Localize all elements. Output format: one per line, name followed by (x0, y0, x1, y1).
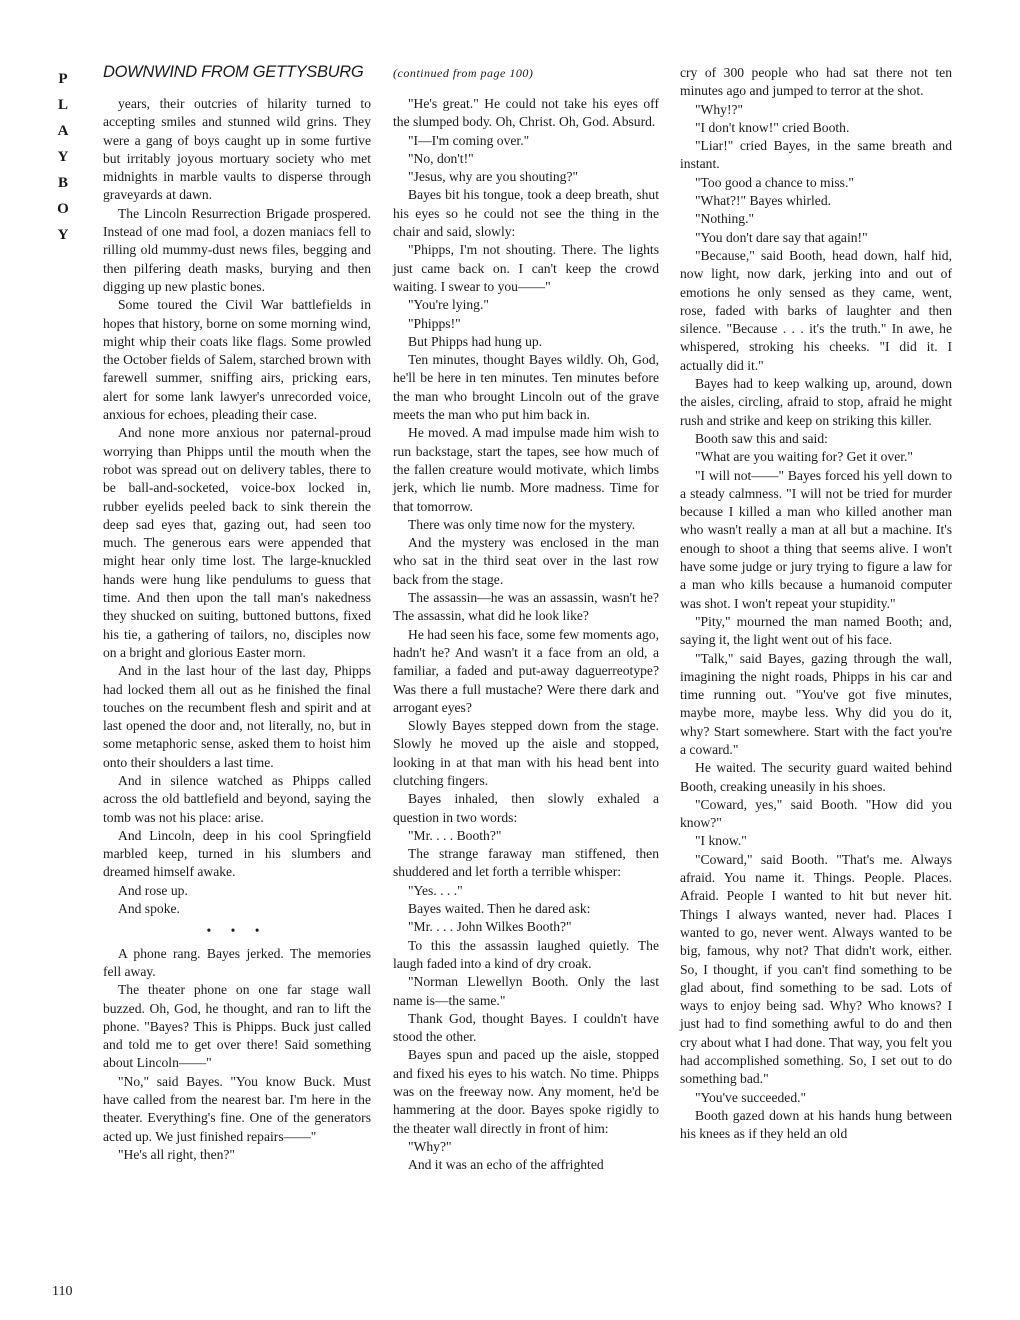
paragraph: The Lincoln Resurrection Brigade prospered. Instead of one mad fool, a dozen maniacs fell to rilling old mummy-dust news files, begging and then pilfering death masks, burying and then digging up new plastic bones. (103, 205, 371, 294)
paragraph: "He's great." He could not take his eyes off the slumped body. Oh, Christ. Oh, God. Absurd. (393, 96, 659, 130)
paragraph: "Pity," mourned the man named Booth; and, saying it, the light went out of his face. (680, 613, 952, 648)
paragraph: "Mr. . . . John Wilkes Booth?" (408, 919, 572, 935)
paragraph: A phone rang. Bayes jerked. The memories fell away. (103, 945, 371, 979)
side-letter: Y (57, 227, 69, 243)
text-column-1 (103, 95, 371, 1164)
side-letter: O (57, 201, 69, 217)
paragraph: "Why!?" (695, 101, 744, 117)
paragraph: "You're lying." (408, 297, 489, 313)
paragraph: "Too good a chance to miss." (695, 174, 854, 190)
paragraph: And the mystery was enclosed in the man who sat in the third seat over in the last row back from the stage. (393, 535, 659, 587)
paragraph: Slowly Bayes stepped down from the stage. Slowly he moved up the aisle and stopped, looking in at that man with his head bent into clutching fingers. (393, 718, 659, 788)
paragraph: And rose up. (118, 882, 188, 898)
paragraph: "You've succeeded." (695, 1089, 807, 1105)
paragraph: "I will not——" Bayes forced his yell down to a steady calmness. "I will not be tried for murder because I killed a man who killed another man who wasn't really a man at all but a machine. It's enough to shoot a thing that seems alive. I won't have some judge or jury trying to figure a law for a man who kills because a humanoid computer was shot. I won't repeat your stupidity." (680, 467, 952, 611)
paragraph: "No," said Bayes. "You know Buck. Must have called from the nearest bar. I'm here in the theater. Everything's fine. One of the generators acted up. We just finished repairs——" (103, 1073, 371, 1144)
paragraph: Bayes bit his tongue, took a deep breath, shut his eyes so he could not see the thing in the chair and said, slowly: (393, 187, 659, 240)
paragraph: "Why?" (408, 1138, 452, 1154)
article-headline: DOWNWIND FROM GETTYSBURG (103, 63, 364, 81)
paragraph: But Phipps had hung up. (408, 333, 543, 349)
side-letter: L (57, 97, 68, 113)
paragraph: years, their outcries of hilarity turned to accepting smiles and stunned wild grins. They were a gang of boys caught up in some furtive but irritably joyous mortuary society who met midnights in marble vaults to disperse through graveyards at dawn. (103, 96, 371, 203)
paragraph: "Norman Llewellyn Booth. Only the last name is—the same." (393, 974, 659, 1008)
paragraph: Booth saw this and said: (695, 430, 828, 446)
side-letter: Y (57, 149, 69, 165)
magazine-name-vertical (52, 66, 74, 248)
paragraph: And none more anxious nor paternal-proud worrying than Phipps until the mouth when the robot was spread out on delivery tables, there to be ball-and-socketed, voice-box locked in, rubber eyelids peeled back to sink therein the deep sad eyes that, gazing out, had seen too much. The generous ears were appended that might hear only time lost. The large-knuckled hands were hung like pendulums to guess that time. And then upon the tall man's nakedness they shucked on suiting, buttoned buttons, fixed his tie, a gathering of tailors, no, disciples now on a bright and glorious Easter morn. (103, 425, 371, 660)
paragraph: Bayes had to keep walking up, around, down the aisles, circling, afraid to stop, afraid he might rush and strike and keep on striking this killer. (680, 376, 952, 428)
paragraph: Bayes inhaled, then slowly exhaled a question in two words: (393, 791, 659, 825)
paragraph: "What are you waiting for? Get it over." (695, 449, 913, 465)
side-letter: A (57, 123, 69, 139)
paragraph: The theater phone on one far stage wall buzzed. Oh, God, he thought, and ran to lift the phone. "Bayes? This is Phipps. Buck just called and told me to get over there! Said something about Lincoln——" (103, 982, 371, 1071)
paragraph: Ten minutes, thought Bayes wildly. Oh, God, he'll be here in ten minutes. Ten minutes before the man who brought Lincoln out of the grave meets the man who put him back in. (393, 352, 659, 423)
side-letter: B (57, 175, 68, 191)
paragraph: He waited. The security guard waited behind Booth, creaking uneasily in his shoes. (680, 760, 952, 794)
paragraph: "Liar!" cried Bayes, in the same breath and instant. (680, 138, 952, 172)
paragraph: And Lincoln, deep in his cool Springfield marbled keep, turned in his slumbers and dreamed himself awake. (103, 827, 371, 880)
page-number: 110 (52, 1284, 73, 1299)
paragraph: "Coward, yes," said Booth. "How did you know?" (680, 796, 952, 831)
paragraph: "Coward," said Booth. "That's me. Always afraid. You name it. Things. People. Places. Afraid. People I wanted to hit but never hit. Things I always wanted, never had. Places I wanted to go, never went. Always wanted to be big, famous, why not? That didn't work, either. So, I thought, if you can't find something to be glad about, find something to be sad. Lots of ways to enjoy being sad. Why? Who knows? I just had to find something awful to do and then cry about what I had done. That way, you felt you had accomplished something. So, I set out to do something bad." (680, 851, 952, 1087)
paragraph: "I—I'm coming over." (408, 132, 530, 148)
paragraph: "He's all right, then?" (118, 1146, 235, 1162)
paragraph: "Because," said Booth, head down, half hid, now light, now dark, jerking into and out of emotions he only sensed as they came, went, rose, faded with barks of laughter and then silence. "Because . . . it's the truth." In awe, he whispered, stroking his cheeks. "I did it. I actually did it." (680, 247, 952, 373)
paragraph: "No, don't!" (408, 150, 474, 166)
paragraph: "Yes. . . ." (408, 882, 463, 898)
paragraph: Thank God, thought Bayes. I couldn't have stood the other. (393, 1010, 659, 1045)
paragraph: "Phipps!" (408, 315, 461, 331)
paragraph: Some toured the Civil War battlefields in hopes that history, borne on some morning wind, might whip their coats like flags. Some prowled the October fields of Salem, starched brown with farewell summer, sniffing airs, pricking ears, alert for some lank lawyer's unrecorded voice, anxious for echoes, pleading their case. (103, 297, 371, 423)
paragraph: The strange faraway man stiffened, then shuddered and let forth a terrible whisper: (393, 846, 659, 880)
paragraph: Bayes waited. Then he dared ask: (408, 901, 591, 917)
paragraph: "Jesus, why are you shouting?" (408, 169, 579, 185)
paragraph: "What?!" Bayes whirled. (695, 193, 832, 209)
section-break: • • • (206, 923, 268, 939)
text-column-2 (393, 95, 659, 1175)
paragraph: "Talk," said Bayes, gazing through the wall, imagining the night roads, Phipps in his car and time running out. "You've got five minutes, maybe more, maybe less. Why did you do it, why? Start somewhere. Start with the fact you're a coward." (680, 650, 952, 757)
paragraph: To this the assassin laughed quietly. The laugh faded into a kind of dry croak. (393, 937, 659, 971)
paragraph: He had seen his face, some few moments ago, hadn't he? And wasn't it a face from an old, a familiar, a faded and put-away daguerreotype? Was there a full mustache? Were there dark and arrogant eyes? (393, 626, 659, 715)
paragraph: And in the last hour of the last day, Phipps had locked them all out as he finished the final touches on the recumbent flesh and spirit and at last opened the door and, not literally, no, but in some metaphoric sense, asked them to hoist him onto their shoulders a last time. (103, 663, 371, 770)
paragraph: Booth gazed down at his hands hung between his knees as if they held an old (680, 1107, 952, 1142)
paragraph: "Nothing." (695, 211, 755, 227)
paragraph: He moved. A mad impulse made him wish to run backstage, start the tapes, see how much of the fallen creature would motivate, which limbs jerk, which lie numb. More madness. Time for that tomorrow. (393, 425, 659, 514)
paragraph: The assassin—he was an assassin, wasn't he? The assassin, what did he look like? (393, 590, 659, 624)
paragraph: "Mr. . . . Booth?" (408, 827, 502, 843)
paragraph: "You don't dare say that again!" (695, 229, 868, 245)
paragraph: "I don't know!" cried Booth. (695, 119, 850, 135)
paragraph: And it was an echo of the affrighted (408, 1157, 604, 1173)
paragraph: There was only time now for the mystery. (408, 516, 636, 532)
paragraph: And in silence watched as Phipps called across the old battlefield and beyond, saying the tomb was not his place: arise. (103, 772, 371, 825)
paragraph: cry of 300 people who had sat there not ten minutes ago and jumped to terror at the shot. (680, 65, 952, 99)
paragraph: Bayes spun and paced up the aisle, stopped and fixed his eyes to his watch. No time. Phipps was on the freeway now. Any moment, he'd be hammering at the door. Bayes spoke rigidly to the theater wall directly in front of him: (393, 1047, 659, 1136)
continued-note: (continued from page 100) (393, 66, 534, 80)
paragraph: "Phipps, I'm not shouting. There. The lights just came back on. I can't keep the crowd waiting. I swear to you——" (393, 242, 659, 294)
text-column-3 (680, 64, 952, 1144)
paragraph: "I know." (695, 833, 747, 849)
paragraph: And spoke. (118, 901, 180, 917)
side-letter: P (58, 71, 68, 87)
